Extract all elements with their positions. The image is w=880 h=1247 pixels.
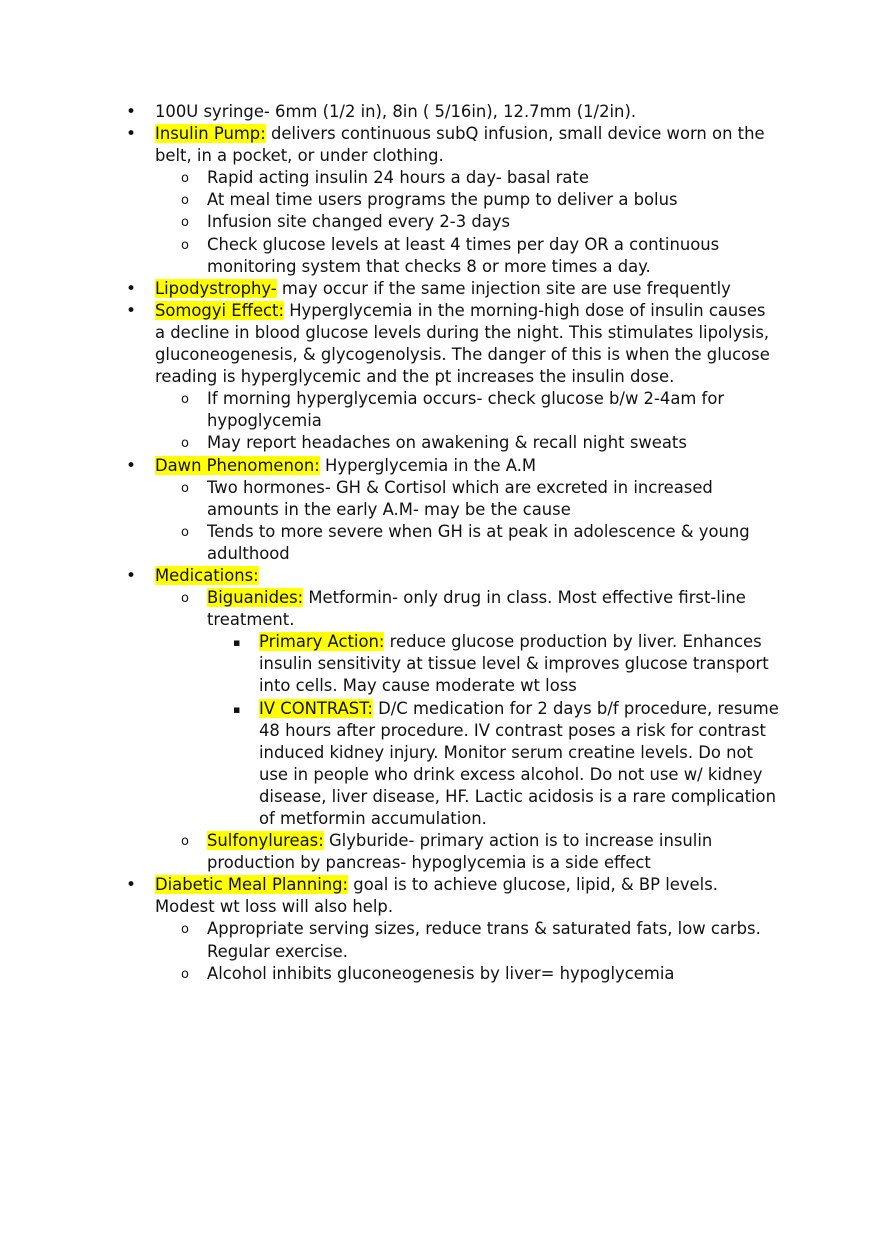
bullet-marker: • xyxy=(126,124,137,145)
highlighted-label: Insulin Pump: xyxy=(155,124,266,144)
sub-item xyxy=(181,189,780,211)
item-text: delivers continuous subQ infusion, small device worn on the belt, in a pocket, or under clothing. xyxy=(155,124,765,166)
bullet-marker: • xyxy=(126,300,137,321)
sub-item xyxy=(181,388,780,432)
sub-item xyxy=(181,477,780,521)
document-page xyxy=(0,101,880,985)
sub-item xyxy=(181,211,780,233)
circle-marker: o xyxy=(181,215,189,231)
sub-sub-item-primary-action xyxy=(233,631,780,697)
circle-marker: o xyxy=(181,193,189,209)
highlighted-label: IV CONTRAST: xyxy=(259,698,373,718)
sub-item xyxy=(181,521,780,565)
sub-item xyxy=(181,167,780,189)
item-text: Rapid acting insulin 24 hours a day- basal rate xyxy=(207,168,589,188)
highlighted-label: Biguanides: xyxy=(207,588,304,608)
item-text: Hyperglycemia in the A.M xyxy=(319,455,537,475)
item-text: goal is to achieve glucose, lipid, & BP levels. Modest wt loss will also help. xyxy=(155,875,718,917)
list-item-dawn-phenomenon xyxy=(126,455,780,477)
square-marker: ▪ xyxy=(233,636,241,650)
item-text: Infusion site changed every 2-3 days xyxy=(207,212,511,232)
circle-marker: o xyxy=(181,834,189,850)
bullet-marker: • xyxy=(126,102,137,122)
bullet-marker: • xyxy=(126,565,137,586)
sub-sub-item-iv-contrast xyxy=(233,698,780,831)
sub-item xyxy=(181,918,780,962)
item-text: D/C medication for 2 days b/f procedure, resume 48 hours after procedure. IV contrast poses a risk for contrast induced kidney injury. Monitor serum creatine levels. Do not use in people who drink excess alcohol. Do not use w/ kidney disease, liver disease, HF. Lactic acidosis is a rare complication of metformin accumulation. xyxy=(259,698,779,828)
bullet-marker: • xyxy=(126,875,137,896)
item-text: May report headaches on awakening & recall night sweats xyxy=(207,433,687,453)
list-item-meal-planning xyxy=(126,874,780,918)
circle-marker: o xyxy=(181,524,189,540)
bullet-marker: • xyxy=(126,455,137,476)
circle-marker: o xyxy=(181,237,189,253)
item-text: Two hormones- GH & Cortisol which are excreted in increased amounts in the early A.M- may be the cause xyxy=(207,477,713,519)
bullet-marker: • xyxy=(126,278,137,299)
list-item-syringe xyxy=(126,101,780,123)
square-marker: ▪ xyxy=(233,702,241,716)
item-text: 100U syringe- 6mm (1/2 in), 8in ( 5/16in), 12.7mm (1/2in). xyxy=(155,102,637,121)
circle-marker: o xyxy=(181,392,189,408)
highlighted-label: Primary Action: xyxy=(259,632,385,652)
item-text: Metformin- only drug in class. Most effective first-line treatment. xyxy=(207,588,746,630)
list-item-lipodystrophy xyxy=(126,278,780,300)
item-text: Glyburide- primary action is to increase insulin production by pancreas- hypoglycemia is a side effect xyxy=(207,831,713,873)
sub-item-sulfonylureas xyxy=(181,830,780,874)
highlighted-label: Lipodystrophy- xyxy=(155,278,277,298)
circle-marker: o xyxy=(181,966,189,982)
circle-marker: o xyxy=(181,591,189,607)
item-text: Alcohol inhibits gluconeogenesis by liver= hypoglycemia xyxy=(207,963,675,983)
item-text: Tends to more severe when GH is at peak in adolescence & young adulthood xyxy=(207,521,750,563)
sub-item-biguanides xyxy=(181,587,780,631)
circle-marker: o xyxy=(181,436,189,452)
list-item-medications xyxy=(126,565,780,587)
sub-item xyxy=(181,432,780,454)
highlighted-label: Medications: xyxy=(155,565,259,585)
list-item-insulin-pump xyxy=(126,123,780,167)
item-text: may occur if the same injection site are use frequently xyxy=(276,278,731,298)
circle-marker: o xyxy=(181,922,189,938)
sub-item xyxy=(181,234,780,278)
circle-marker: o xyxy=(181,480,189,496)
highlighted-label: Dawn Phenomenon: xyxy=(155,455,320,475)
circle-marker: o xyxy=(181,171,189,187)
sub-item xyxy=(181,963,780,985)
highlighted-label: Sulfonylureas: xyxy=(207,831,324,851)
highlighted-label: Diabetic Meal Planning: xyxy=(155,875,349,895)
item-text: Appropriate serving sizes, reduce trans & saturated fats, low carbs. Regular exercise. xyxy=(207,919,761,961)
list-item-somogyi xyxy=(126,300,780,388)
item-text: At meal time users programs the pump to deliver a bolus xyxy=(207,190,678,210)
item-text: reduce glucose production by liver. Enhances insulin sensitivity at tissue level & improves glucose transport into cells. May cause moderate wt loss xyxy=(259,632,769,696)
item-text: Check glucose levels at least 4 times per day OR a continuous monitoring system that checks 8 or more times a day. xyxy=(207,234,720,276)
highlighted-label: Somogyi Effect: xyxy=(155,300,284,320)
item-text: Hyperglycemia in the morning-high dose of insulin causes a decline in blood glucose levels during the night. This stimulates lipolysis, gluconeogenesis, & glycogenolysis. The danger of this is when the glucose reading is hyperglycemic and the pt increases the insulin dose. xyxy=(155,300,770,387)
item-text: If morning hyperglycemia occurs- check glucose b/w 2-4am for hypoglycemia xyxy=(207,389,725,431)
